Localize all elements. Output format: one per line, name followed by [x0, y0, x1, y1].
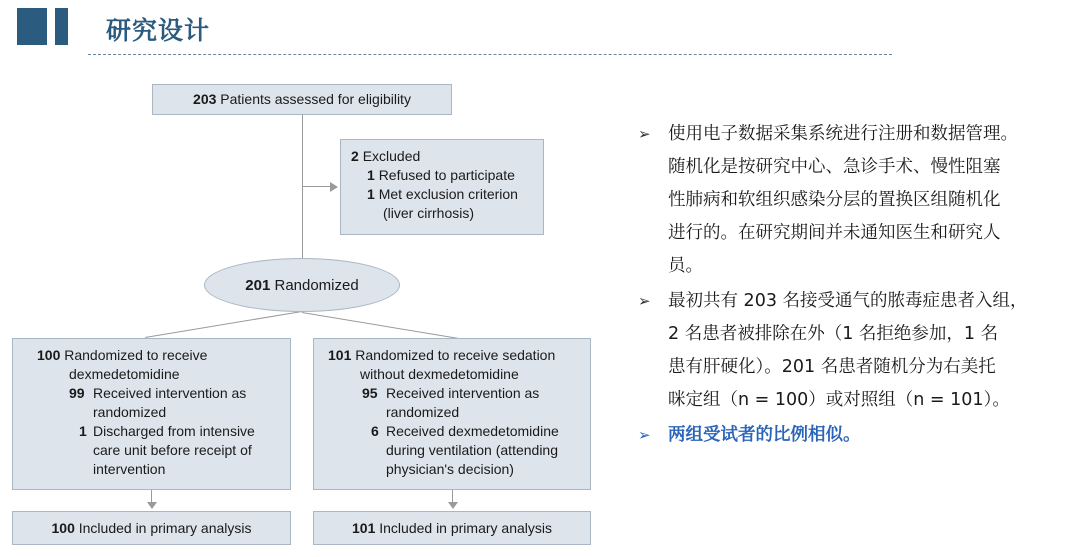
left-arm-label-cont: dexmedetomidine — [69, 366, 180, 382]
left-arm-item-count: 99 — [69, 385, 85, 401]
excluded-item-detail: (liver cirrhosis) — [383, 205, 474, 221]
bullet-item — [638, 285, 1078, 417]
arrow-bullet-icon: ➢ — [638, 125, 651, 143]
right-arm-item-count: 95 — [362, 385, 378, 401]
left-arm-item-line: Discharged from intensive — [93, 423, 255, 439]
right-arm-item-count: 6 — [371, 423, 379, 439]
bullet-line: 进行的。在研究期间并未通知医生和研究人 — [668, 223, 1001, 243]
arrowhead-down-icon — [147, 502, 157, 509]
bullet-line: 咪定组（n = 100）或对照组（n = 101）。 — [668, 390, 1010, 410]
excluded-item-count: 1 — [367, 167, 375, 183]
bullet-list — [638, 118, 1078, 454]
left-arm-label: Randomized to receive — [64, 347, 208, 363]
bullet-line: 两组受试者的比例相似。 — [668, 425, 861, 445]
connector-randomized-to-left — [145, 311, 302, 338]
page-title: 研究设计 — [106, 16, 211, 45]
assessed-label: Patients assessed for eligibility — [220, 91, 411, 107]
right-arm-count: 101 — [328, 347, 352, 363]
bullet-line: 使用电子数据采集系统进行注册和数据管理。 — [668, 124, 1018, 144]
connector-to-excluded — [302, 186, 332, 187]
bullet-line: 性肺病和软组织感染分层的置换区组随机化 — [668, 190, 1001, 210]
randomized-count: 201 — [245, 276, 271, 294]
assessed-box — [152, 84, 452, 115]
bullet-line: 最初共有 203 名接受通气的脓毒症患者入组， — [668, 291, 1028, 311]
assessed-count: 203 — [193, 91, 217, 107]
excluded-item-count: 1 — [367, 186, 375, 202]
right-arm-item-line: during ventilation (attending — [386, 442, 559, 458]
right-arm-item-line: randomized — [386, 404, 460, 420]
right-arm-item-line: physician's decision) — [386, 461, 514, 477]
right-analysis-count: 101 — [352, 520, 376, 536]
left-arm-item-line: intervention — [93, 461, 166, 477]
excluded-label: Excluded — [362, 148, 421, 164]
right-arm-label: Randomized to receive sedation — [355, 347, 556, 363]
left-analysis-count: 100 — [51, 520, 75, 536]
header-decor-square-small — [55, 8, 68, 45]
right-analysis-label: Included in primary analysis — [379, 520, 552, 536]
arrow-bullet-icon: ➢ — [638, 426, 651, 444]
bullet-item — [638, 118, 1078, 283]
connector-randomized-to-right — [302, 312, 459, 339]
right-arm-label-cont: without dexmedetomidine — [360, 366, 519, 382]
arrowhead-right-icon — [330, 182, 338, 192]
left-analysis-box — [12, 511, 291, 545]
left-arm-box — [12, 338, 291, 490]
right-arm-box — [313, 338, 591, 490]
header-decor-square-large — [17, 8, 47, 45]
left-analysis-label: Included in primary analysis — [78, 520, 252, 536]
arrowhead-down-icon — [448, 502, 458, 509]
bullet-line: 员。 — [668, 256, 703, 276]
bullet-line: 患有肝硬化）。201 名患者随机分为右美托 — [668, 357, 996, 377]
excluded-box — [340, 139, 544, 235]
bullet-item-highlight — [638, 419, 1078, 452]
left-arm-item-line: Received intervention as — [93, 385, 247, 401]
bullet-line: 随机化是按研究中心、急诊手术、慢性阻塞 — [668, 157, 1001, 177]
right-arm-item-line: Received intervention as — [386, 385, 540, 401]
excluded-count: 2 — [351, 148, 359, 164]
left-arm-item-line: care unit before receipt of — [93, 442, 252, 458]
header-divider — [88, 54, 892, 55]
left-arm-item-count: 1 — [79, 423, 87, 439]
excluded-item-label: Met exclusion criterion — [378, 186, 518, 202]
randomized-node — [204, 258, 400, 312]
arrow-bullet-icon: ➢ — [638, 292, 651, 310]
left-arm-count: 100 — [37, 347, 61, 363]
right-arm-item-line: Received dexmedetomidine — [386, 423, 559, 439]
randomized-label: Randomized — [274, 276, 359, 294]
left-arm-item-line: randomized — [93, 404, 167, 420]
excluded-item-label: Refused to participate — [378, 167, 515, 183]
right-analysis-box — [313, 511, 591, 545]
bullet-line: 2 名患者被排除在外（1 名拒绝参加，1 名 — [668, 324, 999, 344]
